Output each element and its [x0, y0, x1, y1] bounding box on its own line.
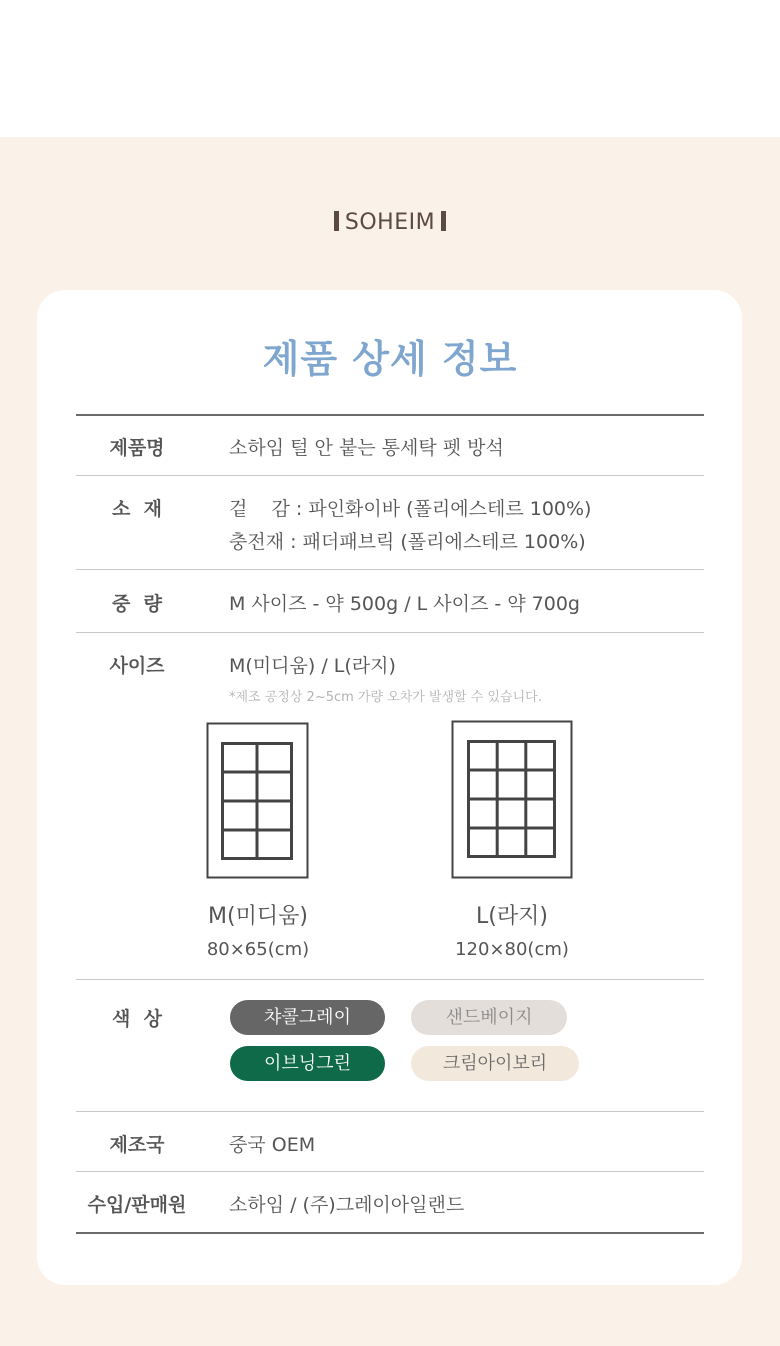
row-divider — [76, 475, 704, 476]
large-size-diagram — [451, 720, 574, 880]
color-option-charcoal-gray: 챠콜그레이 — [230, 1000, 385, 1035]
color-option-evening-green: 이브닝그린 — [230, 1046, 385, 1081]
brand-header — [0, 210, 780, 235]
product-name-value: 소하임 털 안 붙는 통세탁 펫 방석 — [229, 437, 504, 459]
medium-size-diagram — [206, 722, 310, 880]
medium-size-name: M(미디움) — [208, 904, 308, 929]
medium-size-dimensions: 80×65(cm) — [206, 939, 310, 960]
size-tolerance-note: *제조 공정상 2~5cm 가량 오차가 발생할 수 있습니다. — [229, 690, 542, 705]
brand-name: SOHEIM — [344, 210, 436, 235]
color-option-cream-ivory: 크림아이보리 — [411, 1046, 579, 1081]
brand-bar-right — [441, 211, 446, 231]
size-label: 사이즈 — [109, 655, 165, 677]
row-divider — [76, 1171, 704, 1172]
color-label: 색 상 — [112, 1008, 162, 1030]
material-outer-value: 겉 감 : 파인화이바 (폴리에스테르 100%) — [229, 498, 592, 520]
row-divider — [76, 979, 704, 980]
origin-label: 제조국 — [109, 1134, 165, 1156]
table-top-border — [76, 414, 704, 416]
large-size-dimensions: 120×80(cm) — [455, 939, 569, 960]
row-divider — [76, 1111, 704, 1112]
importer-value: 소하임 / (주)그레이아일랜드 — [229, 1194, 465, 1216]
size-value: M(미디움) / L(라지) — [229, 655, 396, 677]
top-blank-area — [0, 0, 780, 137]
weight-value: M 사이즈 - 약 500g / L 사이즈 - 약 700g — [229, 593, 580, 615]
color-option-sand-beige: 샌드베이지 — [411, 1000, 567, 1035]
weight-label: 중 량 — [112, 593, 162, 615]
brand-bar-left — [334, 211, 339, 231]
material-filling-value: 충전재 : 패더패브릭 (폴리에스테르 100%) — [229, 531, 586, 553]
table-bottom-border — [76, 1232, 704, 1234]
row-divider — [76, 569, 704, 570]
material-label: 소 재 — [112, 498, 162, 520]
product-name-label: 제품명 — [109, 437, 165, 459]
row-divider — [76, 632, 704, 633]
origin-value: 중국 OEM — [229, 1134, 316, 1156]
large-size-name: L(라지) — [476, 904, 548, 929]
importer-label: 수입/판매원 — [87, 1194, 187, 1216]
page-title: 제품 상세 정보 — [262, 337, 518, 381]
